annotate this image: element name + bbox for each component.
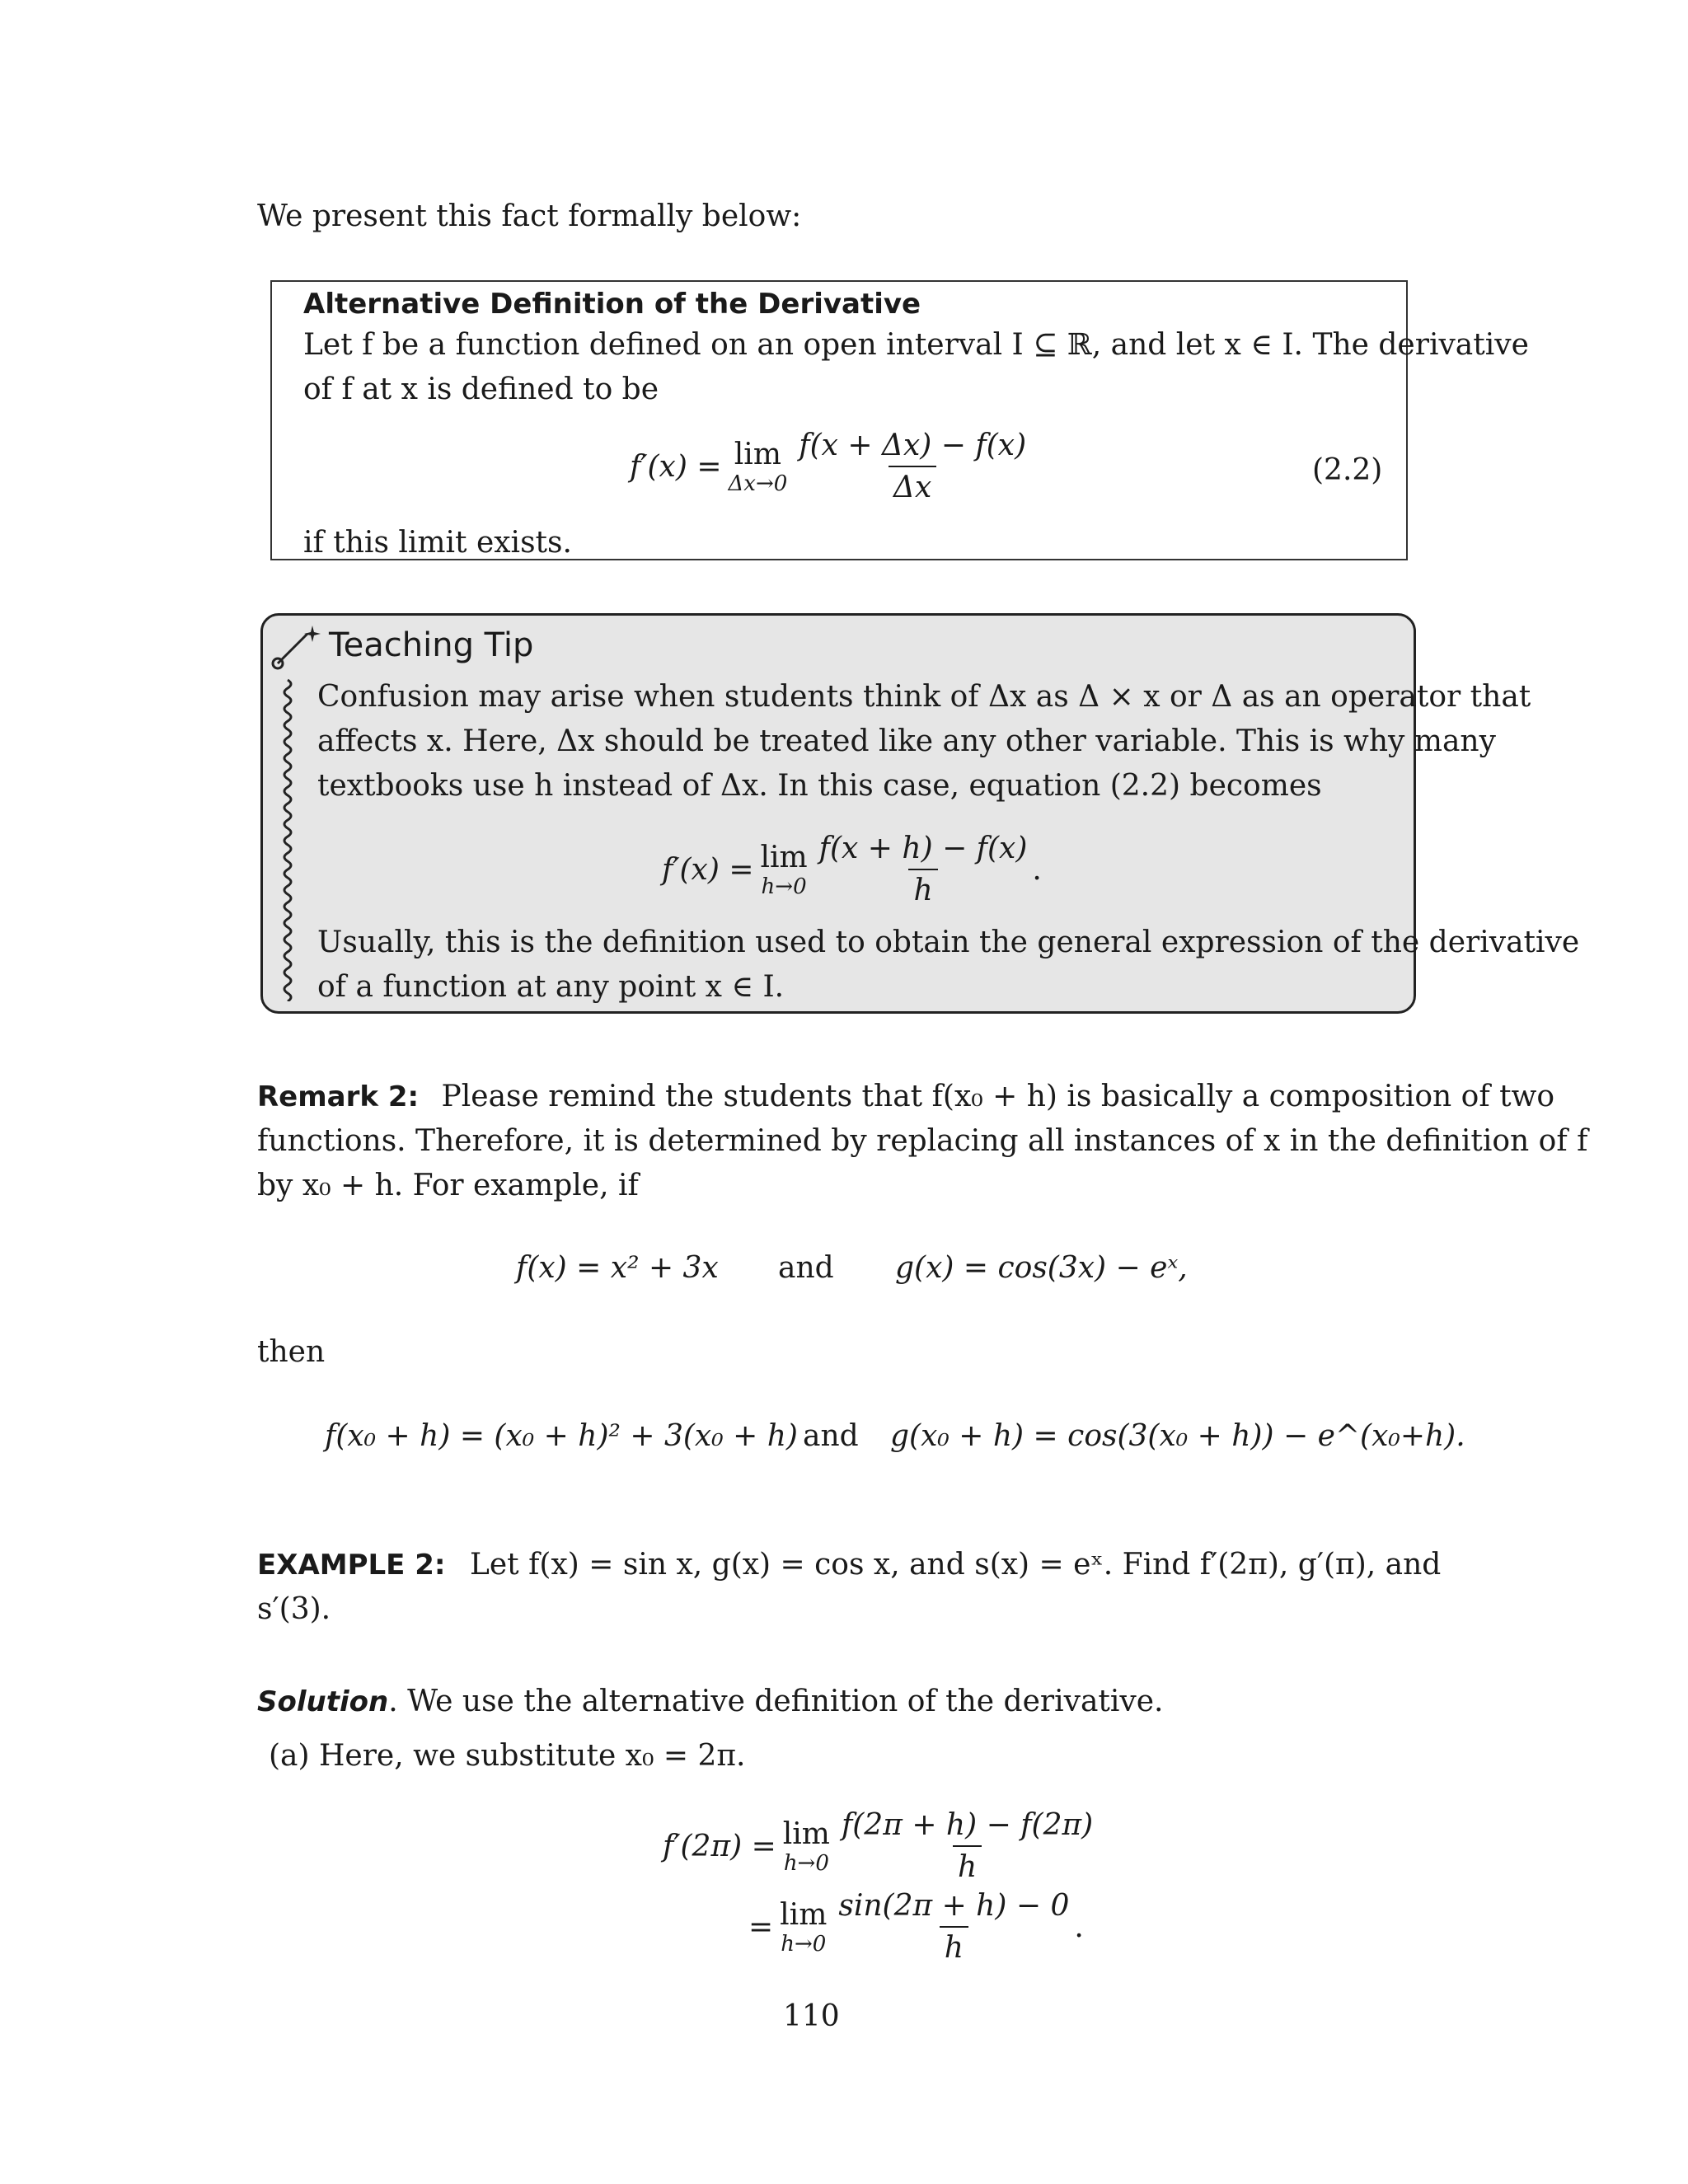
definition-lim-word: lim	[734, 437, 781, 471]
definition-title: Alternative Definition of the Derivative	[303, 288, 921, 321]
tip-lim-sub: h→0	[761, 874, 807, 899]
tip-line-2: affects x. Here, Δx should be treated like any other variable. This is why many	[317, 724, 1496, 758]
tip-denominator: h	[908, 869, 937, 907]
solution-denominator-2: h	[940, 1926, 968, 1965]
remark-line-2: functions. Therefore, it is determined by replacing all instances of x in the definition of f	[257, 1124, 1588, 1158]
equation-number: (2.2)	[1312, 453, 1383, 487]
definition-line-2: of f at x is defined to be	[303, 373, 659, 406]
solution-equation-2	[748, 1889, 1084, 1965]
definition-after: if this limit exists.	[303, 526, 572, 560]
example-line-2: s′(3).	[257, 1592, 331, 1626]
solution-eq-lhs: f′(2π) =	[663, 1829, 776, 1863]
solution-numerator-1: f(2π + h) − f(2π)	[841, 1808, 1094, 1842]
chalk-icon	[270, 622, 324, 1001]
remark-eq2-right: g(x₀ + h) = cos(3(x₀ + h)) − e^(x₀+h).	[890, 1419, 1465, 1453]
definition-limit	[729, 438, 788, 496]
definition-numerator: f(x + Δx) − f(x)	[799, 429, 1027, 462]
solution-eq-sign: =	[748, 1910, 774, 1944]
remark-then: then	[257, 1335, 326, 1369]
tip-line-4: Usually, this is the definition used to obtain the general expression of the derivative	[317, 926, 1580, 959]
remark-eq2-and: and	[803, 1419, 859, 1453]
remark-eq1-right: g(x) = cos(3x) − eˣ,	[895, 1251, 1188, 1285]
solution-lim-sub-1: h→0	[783, 1850, 829, 1876]
remark-eq1-left: f(x) = x² + 3x	[516, 1251, 719, 1285]
remark-line-3: by x₀ + h. For example, if	[257, 1169, 639, 1202]
tip-lim-word: lim	[760, 840, 808, 874]
teaching-tip-title: Teaching Tip	[329, 626, 534, 664]
solution-fraction-1	[837, 1808, 1098, 1884]
solution-eq-period: .	[1074, 1910, 1084, 1944]
definition-line-1: Let f be a function defined on an open interval I ⊆ ℝ, and let x ∈ I. The derivative	[303, 328, 1529, 362]
solution-limit-1	[783, 1817, 830, 1876]
definition-denominator: Δx	[889, 466, 936, 504]
example-line-1-text: Let f(x) = sin x, g(x) = cos x, and s(x) = eˣ. Find f′(2π), g′(π), and	[469, 1548, 1442, 1582]
solution-line	[257, 1680, 1164, 1724]
solution-part-a: (a) Here, we substitute x₀ = 2π.	[269, 1739, 746, 1773]
tip-eq-lhs: f′(x) =	[662, 852, 754, 887]
solution-lim-word-1: lim	[782, 1816, 830, 1851]
tip-numerator: f(x + h) − f(x)	[818, 832, 1028, 865]
solution-lim-word-2: lim	[780, 1897, 828, 1932]
tip-line-1: Confusion may arise when students think of Δx as Δ × x or Δ as an operator that	[317, 680, 1531, 714]
page-number: 110	[783, 1999, 840, 2033]
remark-eq2-left: f(x₀ + h) = (x₀ + h)² + 3(x₀ + h)	[325, 1419, 798, 1453]
tip-line-5: of a function at any point x ∈ I.	[317, 970, 785, 1004]
tip-line-3: textbooks use h instead of Δx. In this case, equation (2.2) becomes	[317, 769, 1322, 803]
definition-eq-lhs: f′(x) =	[630, 449, 722, 484]
solution-equation-1	[663, 1808, 1098, 1884]
solution-fraction-2	[833, 1889, 1074, 1965]
remark-line-1	[257, 1075, 1554, 1119]
solution-text: . We use the alternative definition of the derivative.	[388, 1685, 1164, 1718]
tip-fraction	[814, 832, 1033, 907]
intro-text: We present this fact formally below:	[257, 199, 802, 233]
tip-eq-period: .	[1032, 852, 1042, 887]
solution-limit-2	[780, 1898, 827, 1957]
solution-label: Solution	[257, 1685, 389, 1718]
solution-denominator-1: h	[953, 1845, 982, 1884]
example-label: EXAMPLE 2:	[257, 1549, 446, 1582]
tip-limit	[761, 841, 808, 899]
definition-fraction	[794, 429, 1031, 504]
remark-line-1-text: Please remind the students that f(x₀ + h) is basically a composition of two	[441, 1080, 1555, 1113]
tip-equation	[662, 832, 1042, 907]
definition-lim-sub: Δx→0	[728, 471, 788, 496]
teaching-tip-box	[260, 613, 1580, 1014]
solution-numerator-2: sin(2π + h) − 0	[838, 1889, 1070, 1923]
definition-box	[270, 280, 1529, 560]
definition-equation	[630, 429, 1031, 504]
solution-lim-sub-2: h→0	[781, 1931, 827, 1957]
remark-label: Remark 2:	[257, 1080, 420, 1113]
example-line-1	[257, 1543, 1441, 1587]
remark-eq1-and: and	[778, 1251, 834, 1285]
